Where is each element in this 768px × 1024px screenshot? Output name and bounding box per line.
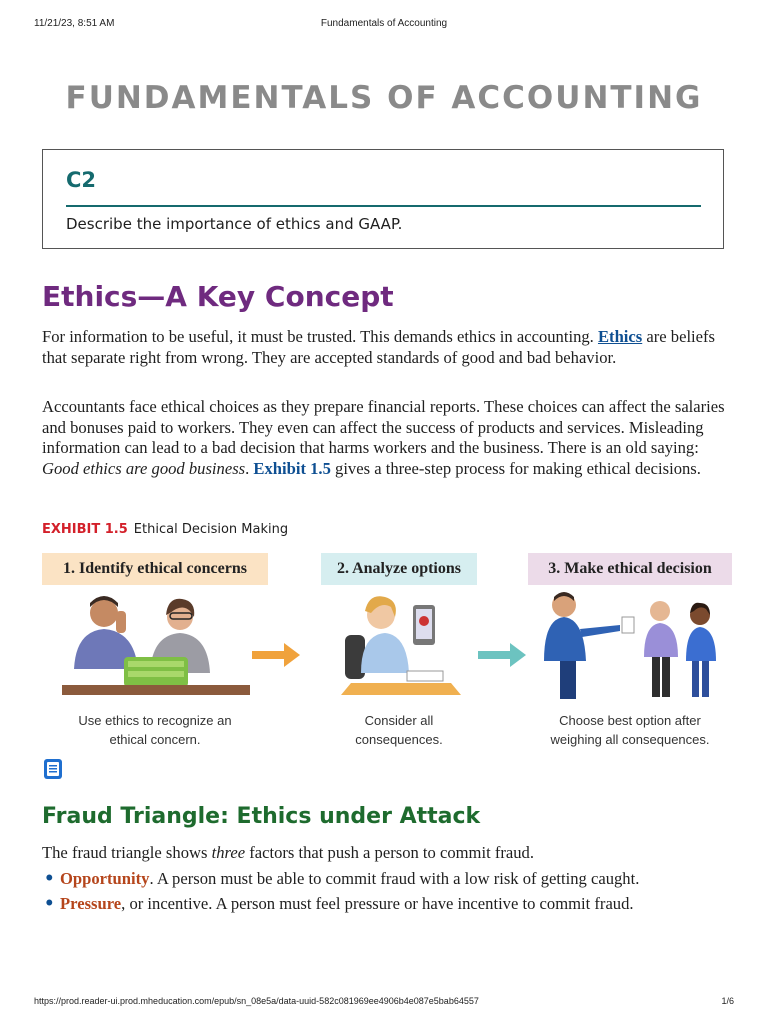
list-item bbox=[42, 869, 732, 890]
text-run: gives a three-step process for making ethical decisions. bbox=[330, 458, 701, 478]
step-identify bbox=[42, 549, 268, 749]
italic-saying: Good ethics are good business bbox=[42, 458, 246, 478]
ethics-paragraph-2 bbox=[42, 397, 732, 479]
step-caption bbox=[528, 711, 732, 749]
print-url: https://prod.reader-ui.prod.mheducation.com/epub/sn_08e5a/data-uuid-582c081969ee4906b4e087e5bab64557 bbox=[34, 996, 479, 1006]
exhibit-link[interactable]: Exhibit 1.5 bbox=[253, 458, 331, 478]
list-item bbox=[42, 894, 732, 915]
term-opportunity: Opportunity bbox=[60, 869, 150, 888]
exhibit-figure bbox=[42, 549, 732, 749]
exhibit-title: Ethical Decision Making bbox=[133, 522, 289, 537]
italic-word: three bbox=[211, 843, 246, 862]
caption-line: consequences. bbox=[355, 732, 443, 747]
analyst-illustration bbox=[321, 591, 477, 701]
fraud-factors-list bbox=[42, 869, 732, 918]
objective-text: Describe the importance of ethics and GAAP. bbox=[66, 215, 403, 233]
text-run: . A person must be able to commit fraud with a low risk of getting caught. bbox=[149, 869, 640, 888]
step-decide bbox=[528, 549, 732, 749]
notes-icon[interactable] bbox=[42, 758, 64, 780]
term-pressure: Pressure bbox=[60, 893, 122, 913]
caption-line: ethical concern. bbox=[109, 732, 201, 747]
arrow-right-icon bbox=[252, 643, 302, 667]
caption-line: Choose best option after bbox=[559, 713, 701, 728]
ethics-paragraph-1 bbox=[42, 327, 732, 368]
text-run: Accountants face ethical choices as they prepare financial reports. These choices can affect the salaries and bonuses paid to workers. They even can affect the success of products and services. Misleading information can lead to a bad decision that harms workers and the business. There is an old saying: bbox=[42, 397, 725, 457]
print-footer bbox=[34, 996, 734, 1010]
caption-line: Consider all bbox=[364, 713, 434, 728]
text-run: . bbox=[245, 458, 254, 478]
section-heading-fraud: Fraud Triangle: Ethics under Attack bbox=[42, 804, 481, 829]
exhibit-number: EXHIBIT 1.5 bbox=[42, 522, 128, 537]
step-label: 2. Analyze options bbox=[321, 553, 477, 585]
objective-code: C2 bbox=[66, 168, 97, 192]
text-run: factors that push a person to commit fraud. bbox=[245, 843, 534, 862]
worried-people-illustration bbox=[42, 591, 268, 701]
print-datetime: 11/21/23, 8:51 AM bbox=[34, 18, 115, 29]
print-doc-title: Fundamentals of Accounting bbox=[320, 18, 448, 29]
objective-divider bbox=[66, 205, 701, 207]
text-run: The fraud triangle shows bbox=[42, 843, 212, 862]
exhibit-caption bbox=[42, 522, 288, 537]
section-heading-ethics: Ethics—A Key Concept bbox=[42, 280, 394, 313]
caption-line: weighing all consequences. bbox=[550, 732, 710, 747]
book-title: FUNDAMENTALS OF ACCOUNTING bbox=[65, 80, 703, 116]
step-analyze bbox=[321, 549, 477, 749]
text-run: For information to be useful, it must be trusted. This demands ethics in accounting. bbox=[42, 327, 598, 346]
learning-objective-box bbox=[42, 149, 724, 249]
step-caption bbox=[42, 711, 268, 749]
arrow-right-icon bbox=[478, 643, 528, 667]
step-label: 3. Make ethical decision bbox=[528, 553, 732, 585]
text-run: are beliefs that separate right from wrong. They are accepted standards of good and bad behavior. bbox=[42, 327, 716, 367]
caption-line: Use ethics to recognize an bbox=[78, 713, 232, 728]
print-header bbox=[34, 18, 734, 32]
step-label: 1. Identify ethical concerns bbox=[42, 553, 268, 585]
bullet-icon: • bbox=[44, 869, 55, 888]
bullet-icon: • bbox=[44, 893, 55, 913]
ethics-glossary-link[interactable]: Ethics bbox=[597, 327, 643, 346]
text-run: , or incentive. A person must feel pressure or have incentive to commit fraud. bbox=[121, 893, 634, 913]
decision-illustration bbox=[528, 591, 732, 701]
fraud-intro bbox=[42, 843, 732, 864]
print-page-number: 1/6 bbox=[721, 996, 734, 1006]
step-caption bbox=[321, 711, 477, 749]
